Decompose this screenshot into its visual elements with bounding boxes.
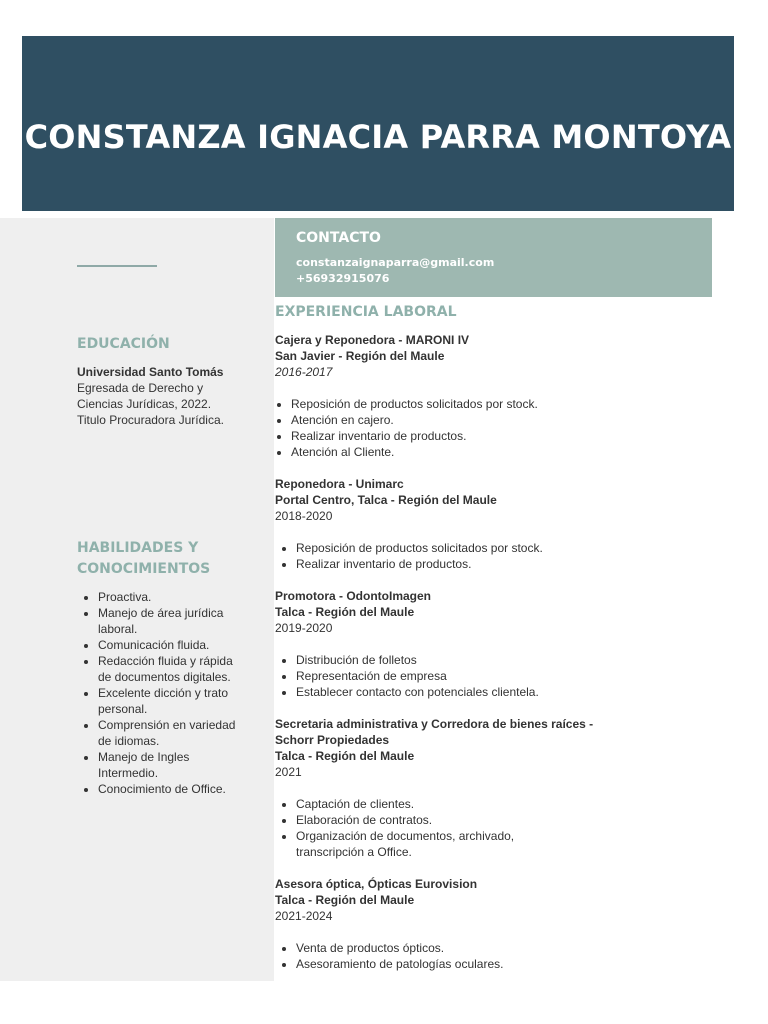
job-task: • Atención al Cliente.: [291, 444, 675, 460]
job-entry: [275, 476, 675, 572]
job-role: Promotora - OdontoImagen: [275, 589, 431, 603]
education-title: EDUCACIÓN: [77, 336, 170, 352]
education-degree: Egresada de Derecho y Ciencias Jurídicas, 2022.: [77, 381, 212, 411]
job-place: Portal Centro, Talca - Región del Maule: [275, 493, 497, 507]
skill-item: • Excelente dicción y trato personal.: [98, 685, 237, 717]
job-role: Reponedora - Unimarc: [275, 477, 404, 491]
job-tasks: [275, 396, 675, 460]
job-place: San Javier - Región del Maule: [275, 349, 445, 363]
job-role: Secretaria administrativa y Corredora de bienes raíces - Schorr Propiedades: [275, 717, 594, 747]
job-entry: [275, 332, 675, 460]
contact-title: CONTACTO: [296, 230, 381, 246]
job-role: Cajera y Reponedora - MARONI IV: [275, 333, 470, 347]
skill-item: • Manejo de área jurídica laboral.: [98, 605, 237, 637]
education-section: [77, 364, 237, 428]
skill-item: • Redacción fluida y rápida de documentos digitales.: [98, 653, 237, 685]
job-task: • Reposición de productos solicitados por stock.: [296, 540, 675, 556]
job-place: Talca - Región del Maule: [275, 605, 415, 619]
job-dates: 2018-2020: [275, 509, 333, 523]
contact-email[interactable]: constanzaignaparra@gmail.com: [296, 256, 495, 269]
job-task: • Representación de empresa: [296, 668, 675, 684]
job-task: • Venta de productos ópticos.: [296, 940, 675, 956]
skill-item: • Proactiva.: [98, 589, 237, 605]
job-task: • Establecer contacto con potenciales clientela.: [296, 684, 675, 700]
job-tasks: [275, 940, 675, 972]
job-task: • Distribución de folletos: [296, 652, 675, 668]
sidebar-divider: [77, 265, 157, 267]
job-task: • Realizar inventario de productos.: [296, 556, 675, 572]
job-task: • Elaboración de contratos.: [296, 812, 546, 828]
skills-section: [77, 589, 237, 797]
education-title-degree: Titulo Procuradora Jurídica.: [77, 413, 224, 427]
header-banner: [22, 36, 734, 211]
skills-list: [77, 589, 237, 797]
job-place: Talca - Región del Maule: [275, 749, 415, 763]
job-task: • Captación de clientes.: [296, 796, 546, 812]
skill-item: • Conocimiento de Office.: [98, 781, 237, 797]
job-dates: 2021-2024: [275, 909, 333, 923]
job-entry: [275, 876, 675, 972]
job-dates: 2019-2020: [275, 621, 333, 635]
job-dates: 2021: [275, 765, 302, 779]
job-task: • Asesoramiento de patologías oculares.: [296, 956, 675, 972]
job-entry: [275, 716, 615, 860]
skill-item: • Comprensión en variedad de idiomas.: [98, 717, 237, 749]
job-dates: 2016-2017: [275, 365, 333, 379]
skill-item: • Comunicación fluida.: [98, 637, 237, 653]
job-role: Asesora óptica, Ópticas Eurovision: [275, 877, 478, 891]
experience-title: EXPERIENCIA LABORAL: [275, 304, 457, 320]
job-entry: [275, 588, 675, 700]
job-place: Talca - Región del Maule: [275, 893, 415, 907]
job-tasks: [275, 652, 675, 700]
job-task: • Reposición de productos solicitados por stock.: [291, 396, 675, 412]
skill-item: • Manejo de Ingles Intermedio.: [98, 749, 237, 781]
job-task: • Organización de documentos, archivado, transcripción a Office.: [296, 828, 546, 860]
skills-title: HABILIDADES Y CONOCIMIENTOS: [77, 540, 211, 577]
job-tasks: [275, 540, 675, 572]
candidate-name: CONSTANZA IGNACIA PARRA MONTOYA: [24, 118, 732, 156]
job-task: • Atención en cajero.: [291, 412, 675, 428]
job-task: • Realizar inventario de productos.: [291, 428, 675, 444]
contact-box: [275, 218, 712, 297]
contact-phone[interactable]: +56932915076: [296, 272, 390, 285]
education-school: Universidad Santo Tomás: [77, 365, 224, 379]
job-tasks: [275, 796, 546, 860]
